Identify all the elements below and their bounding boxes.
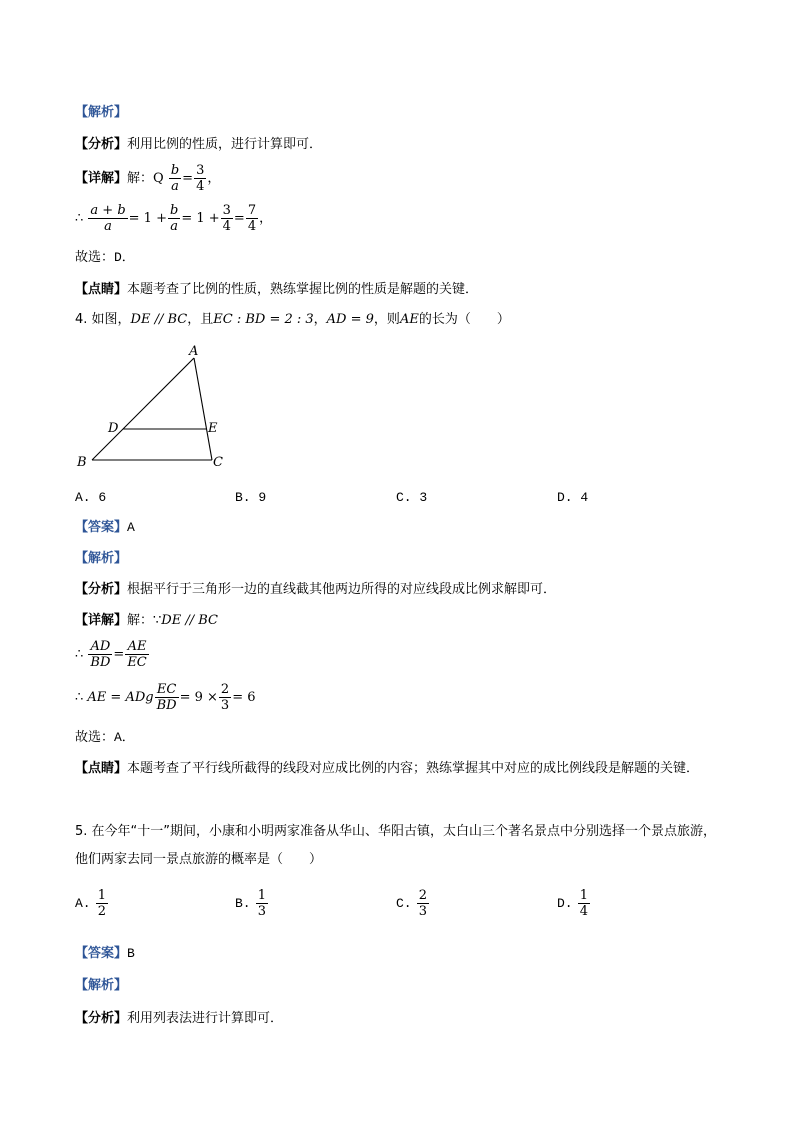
q4-xiangjie-line-2 (75, 638, 150, 672)
vertex-c-label: C (213, 455, 223, 470)
q5-choice-d[interactable] (557, 888, 591, 919)
segment-ac (194, 358, 212, 460)
fraction-7-over-4: $\frac{7}{4}$ (247, 203, 257, 234)
q4-choice-b[interactable] (235, 490, 266, 505)
q4-dianjing-text: 本题考查了平行线所截得的线段对应成比例的内容；熟练掌握其中对应的成比例线段是解题的关键． (127, 761, 700, 776)
q4-therefore-1: ∴ (75, 647, 84, 662)
fraction-3-over-4: $\frac{3}{4}$ (196, 163, 205, 194)
q4-choice-c-letter: C. (396, 490, 412, 505)
equals-sign-2: = (233, 211, 245, 226)
vertex-a-label: A (189, 344, 199, 359)
fraction-a-plus-b-over-a: $\frac{a + b}{a}$ (90, 203, 126, 234)
q3-jiexi-heading (75, 104, 127, 122)
q4-choice-b-letter: B. (235, 490, 251, 505)
q3-fenxi-line (75, 136, 322, 154)
q5-choice-d-fraction: $\frac{1}{4}$ (579, 888, 589, 919)
q4-xiangjie-cond: DE // BC (161, 613, 218, 628)
q4-xiangjie-line-3 (75, 681, 255, 715)
fraction-3-over-4-2: $\frac{3}{4}$ (222, 203, 231, 234)
vertex-d-label: D (108, 421, 119, 436)
q4-line3-end: = 6 (232, 690, 256, 705)
q5-daan-label: 【答案】 (75, 946, 128, 961)
comma: ， (207, 171, 221, 186)
q5-fenxi-text: 利用列表法进行计算即可． (127, 1011, 284, 1026)
equals-one-plus-2: = 1 + (181, 211, 220, 226)
therefore-symbol: ∴ (75, 211, 84, 226)
q3-xiangjie-line-1 (75, 163, 220, 194)
q3-dianjing-label: 【点睛】 (75, 282, 128, 297)
q5-fenxi-label: 【分析】 (75, 1011, 128, 1026)
q3-dianjing-text: 本题考查了比例的性质，熟练掌握比例的性质是解题的关键． (127, 282, 479, 297)
comma-2: ， (259, 211, 273, 226)
q3-dianjing-line (75, 281, 478, 299)
q4-xiangjie-pre: 解：∵ (127, 613, 162, 628)
q4-dianjing-label: 【点睛】 (75, 761, 128, 776)
q3-guxuan: 故选：D． (75, 250, 135, 265)
q4-answer-line (75, 729, 135, 747)
q4-choice-c-value: 3 (419, 490, 428, 505)
q5-daan-line (75, 945, 135, 963)
q5-choice-b[interactable] (235, 888, 269, 919)
equals-one-plus: = 1 + (128, 211, 167, 226)
q4-equals: = (113, 647, 125, 662)
equals-sign: = (182, 171, 194, 186)
q4-daan-label: 【答案】 (75, 520, 128, 535)
q4-stem-ratio: EC : BD = 2 : 3 (213, 312, 314, 327)
q4-fenxi-line (75, 581, 556, 599)
q3-xiangjie-pre: 解： (127, 171, 154, 186)
q4-xiangjie-line-1 (75, 612, 218, 630)
fraction-2-over-3: $\frac{2}{3}$ (220, 682, 230, 713)
q5-daan-value: B (127, 946, 135, 961)
q5-choice-a-letter: A. (75, 896, 91, 911)
q5-fenxi-line (75, 1010, 283, 1028)
q4-stem-text-2: ，且 (187, 312, 214, 327)
fraction-ec-over-bd: $\frac{EC}{BD}$ (156, 682, 177, 713)
q4-stem-text-4: ， (313, 312, 327, 327)
q4-fenxi-label: 【分析】 (75, 582, 128, 597)
q5-choice-c-fraction: $\frac{2}{3}$ (418, 888, 428, 919)
q4-stem (75, 311, 510, 329)
fraction-b-over-a: $\frac{b}{a}$ (170, 163, 180, 194)
q5-jiexi-heading (75, 977, 127, 995)
q4-choice-d-value: 4 (580, 490, 589, 505)
q4-xiangjie-label: 【详解】 (75, 613, 128, 628)
q5-choice-a[interactable] (75, 888, 109, 919)
q4-stem-text-6: ，则 (373, 312, 400, 327)
q5-choice-d-letter: D. (557, 896, 573, 911)
q4-guxuan: 故选：A． (75, 730, 135, 745)
q4-dianjing-para (75, 755, 725, 783)
q4-stem-parallel: DE // BC (130, 312, 188, 327)
q5-stem (75, 818, 725, 874)
vertex-e-label: E (208, 421, 218, 436)
fraction-ae-over-ec: $\frac{AE}{EC}$ (127, 639, 147, 670)
q4-choice-b-value: 9 (258, 490, 267, 505)
q4-jiexi-heading (75, 550, 127, 568)
q4-stem-ae: AE (399, 312, 419, 327)
q4-stem-ad: AD = 9 (326, 312, 374, 327)
q4-choice-d[interactable] (557, 490, 588, 505)
triangle-figure (70, 338, 240, 473)
q5-jiexi-label: 【解析】 (75, 978, 128, 993)
q4-choice-c[interactable] (396, 490, 427, 505)
q4-line3-pre: AE = ADg (87, 690, 154, 705)
q5-choice-b-letter: B. (235, 896, 251, 911)
q4-daan-line (75, 519, 135, 537)
because-symbol: Q (153, 171, 164, 186)
q4-choice-a-letter: A. (75, 490, 91, 505)
q4-daan-value: A (127, 520, 135, 535)
q3-xiangjie-line-2 (75, 202, 272, 236)
q5-choice-a-fraction: $\frac{1}{2}$ (97, 888, 107, 919)
q4-therefore-2: ∴ (75, 690, 84, 705)
q5-choice-c[interactable] (396, 888, 430, 919)
q3-fenxi-label: 【分析】 (75, 137, 128, 152)
vertex-b-label: B (77, 455, 87, 470)
q3-fenxi-text: 利用比例的性质，进行计算即可． (127, 137, 323, 152)
q4-fenxi-text: 根据平行于三角形一边的直线截其他两边所得的对应线段成比例求解即可． (127, 582, 557, 597)
q3-answer-line (75, 249, 135, 267)
q5-choice-c-letter: C. (396, 896, 412, 911)
fraction-ad-over-bd: $\frac{AD}{BD}$ (90, 639, 111, 670)
q4-stem-text-8: 的长为（ ） (418, 312, 510, 327)
q4-stem-num: 4. 如图， (75, 312, 131, 327)
q4-choice-a[interactable] (75, 490, 106, 505)
q4-line3-mid: = 9 × (179, 690, 218, 705)
q3-xiangjie-label: 【详解】 (75, 171, 128, 186)
q4-jiexi-label: 【解析】 (75, 551, 128, 566)
segment-ab (92, 358, 194, 460)
q3-jiexi-label: 【解析】 (75, 105, 128, 120)
q5-choice-b-fraction: $\frac{1}{3}$ (257, 888, 267, 919)
fraction-b-over-a-2: $\frac{b}{a}$ (169, 203, 179, 234)
q5-stem-text: 5. 在今年“十一”期间，小康和小明两家准备从华山、华阳古镇，太白山三个著名景点中分别选择一个景点旅游，他们两家去同一景点旅游的概率是（ ） (75, 824, 717, 867)
q4-choice-d-letter: D. (557, 490, 573, 505)
q4-choice-a-value: 6 (98, 490, 107, 505)
